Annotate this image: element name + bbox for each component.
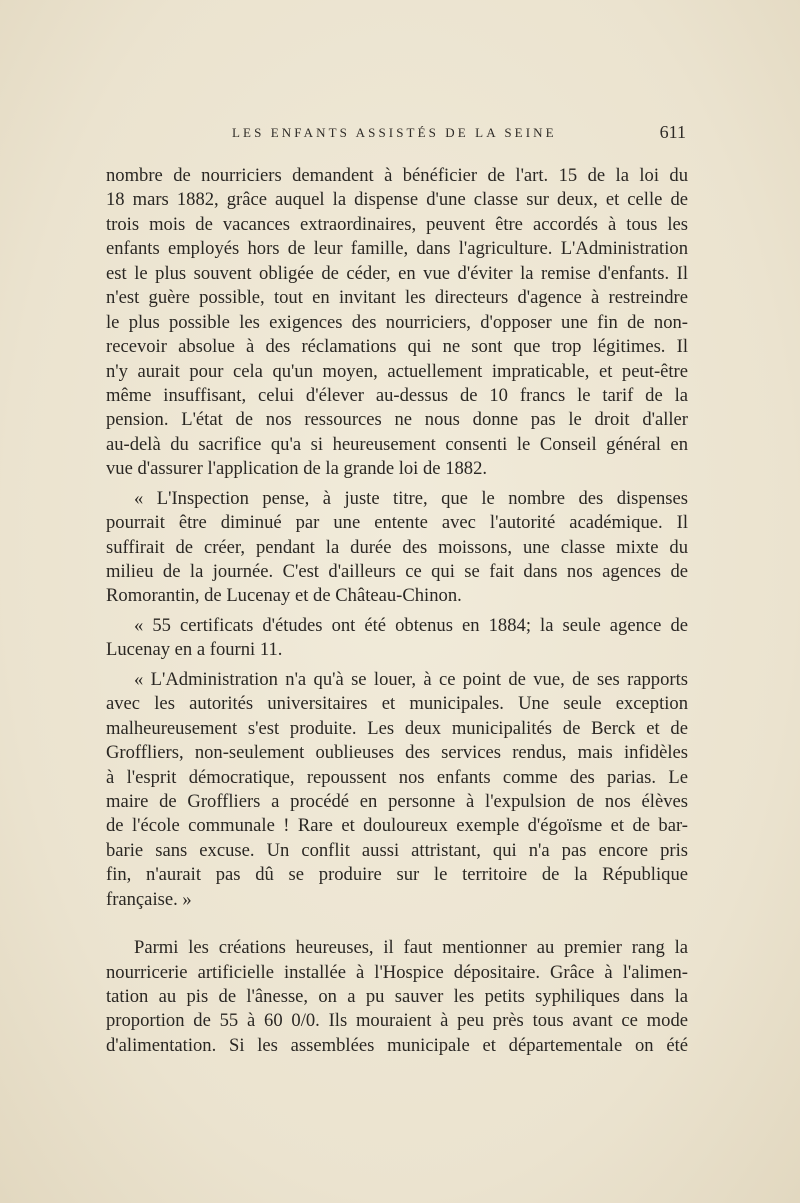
text-line: trois mois de vacances extraordinaires, peuvent être accordés à tous les [106,213,688,235]
text-line: malheureusement s'est produite. Les deux municipalités de Berck et de [106,717,688,739]
text-line: Parmi les créations heureuses, il faut mentionner au premier rang la [134,937,688,959]
text-line: 18 mars 1882, grâce auquel la dispense d'une classe sur deux, et celle de [106,189,688,211]
text-line: Groffliers, non-seulement oublieuses des services rendus, mais infidèles [106,742,688,764]
text-line: recevoir absolue à des réclamations qui ne sont que trop légitimes. Il [106,336,688,358]
running-title: LES ENFANTS ASSISTÉS DE LA SEINE [232,125,557,140]
text-line: « L'Administration n'a qu'à se louer, à ce point de vue, de ses rapports [134,668,688,690]
text-line: pension. L'état de nos ressources ne nous donne pas le droit d'aller [106,409,688,431]
paragraph [106,164,688,482]
text-line: le plus possible les exigences des nourriciers, d'opposer une fin de non- [106,311,688,333]
text-line: enfants employés hors de leur famille, dans l'agriculture. L'Administration [106,238,688,260]
text-line: pourrait être diminué par une entente avec l'autorité académique. Il [106,512,688,534]
paragraph [106,668,688,912]
paragraph [106,487,688,609]
text-line: maire de Groffliers a procédé en personne à l'expulsion de nos élèves [106,790,688,812]
body-text [106,164,688,1058]
text-line: au-delà du sacrifice qu'a si heureusement consenti le Conseil général en [106,433,688,455]
text-line: nourricerie artificielle installée à l'Hospice dépositaire. Grâce à l'alimen- [106,961,688,983]
text-line: nombre de nourriciers demandent à bénéficier de l'art. 15 de la loi du [106,165,688,186]
text-line: milieu de la journée. C'est d'ailleurs ce qui se fait dans nos agences de [106,561,688,582]
page-header [106,122,686,146]
text-line: suffirait de créer, pendant la durée des moissons, une classe mixte du [106,536,688,558]
text-line: Lucenay en a fourni 11. [106,639,283,661]
text-line: « 55 certificats d'études ont été obtenus en 1884; la seule agence de [134,614,688,636]
text-line: proportion de 55 à 60 0/0. Ils mouraient à peu près tous avant ce mode [106,1010,688,1032]
text-line: n'est guère possible, tout en invitant les directeurs d'agence à restreindre [106,287,688,309]
text-line: vue d'assurer l'application de la grande loi de 1882. [106,458,488,480]
text-line: est le plus souvent obligée de céder, en vue d'éviter la remise d'enfants. Il [106,262,688,284]
text-line: même insuffisant, celui d'élever au-dessus de 10 francs le tarif de la [106,384,688,406]
paragraph [106,936,688,1058]
text-line: à l'esprit démocratique, repoussent nos enfants comme des parias. Le [106,766,688,788]
text-line: n'y aurait pour cela qu'un moyen, actuellement impraticable, et peut-être [106,360,688,382]
text-line: « L'Inspection pense, à juste titre, que le nombre des dispenses [134,487,688,509]
text-line: d'alimentation. Si les assemblées municipale et départementale on été [106,1034,688,1056]
paragraph [106,614,688,663]
text-line: Romorantin, de Lucenay et de Château-Chinon. [106,585,462,607]
text-line: avec les autorités universitaires et municipales. Une seule exception [106,693,688,715]
text-line: barie sans excuse. Un conflit aussi attristant, qui n'a pas encore pris [106,839,688,861]
page-number: 611 [659,122,686,142]
text-line: fin, n'aurait pas dû se produire sur le territoire de la République [106,864,688,886]
text-line: de l'école communale ! Rare et douloureux exemple d'égoïsme et de bar- [106,815,688,837]
text-line: tation au pis de l'ânesse, on a pu sauver les petits syphiliques dans la [106,986,688,1007]
text-line: française. » [106,888,192,910]
